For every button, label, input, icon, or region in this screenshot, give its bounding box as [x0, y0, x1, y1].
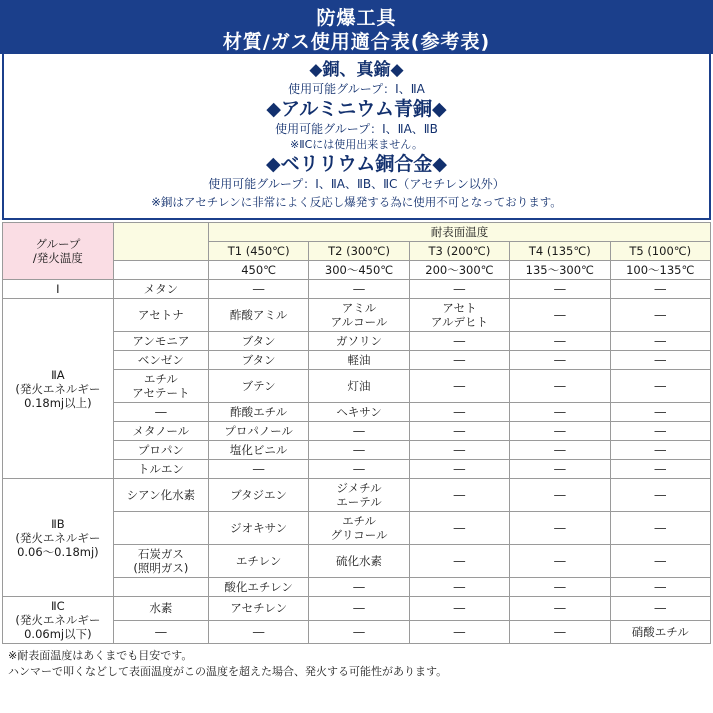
gas-temp-cell: ―	[409, 597, 509, 621]
gas-temp-cell: ―	[409, 545, 509, 578]
gas-temp-cell: ―	[510, 332, 610, 351]
gas-compatibility-table	[2, 222, 711, 644]
temp-column-header: T4 (135℃)	[510, 242, 610, 261]
temp-column-header: T5 (100℃)	[610, 242, 710, 261]
gas-temp-cell: ―	[409, 620, 509, 644]
gas-temp-cell: エチレン	[208, 545, 308, 578]
gas-temp-cell: ―	[610, 370, 710, 403]
gas-name-cell: プロパン	[113, 441, 208, 460]
gas-temp-cell: エチル グリコール	[309, 512, 409, 545]
gas-temp-cell: ―	[510, 370, 610, 403]
gas-temp-cell: ジメチル エーテル	[309, 479, 409, 512]
notice-group-note: ※ⅡCには使用出来ません。	[290, 138, 423, 151]
gas-temp-cell: ―	[409, 351, 509, 370]
gas-temp-cell: 灯油	[309, 370, 409, 403]
gas-temp-cell: ―	[610, 280, 710, 299]
gas-temp-cell: ―	[409, 578, 509, 597]
gas-temp-cell: ―	[510, 441, 610, 460]
gas-temp-cell: ―	[510, 351, 610, 370]
gas-temp-cell: ―	[610, 545, 710, 578]
gas-temp-cell: ―	[409, 332, 509, 351]
notice-group-sub: 使用可能グループ：Ⅰ、ⅡA、ⅡB、ⅡC（アセチレン以外）	[208, 177, 505, 191]
gas-temp-cell: ―	[409, 441, 509, 460]
gas-temp-cell: ―	[309, 280, 409, 299]
gas-temp-cell: ―	[610, 299, 710, 332]
gas-temp-cell: 硫化水素	[309, 545, 409, 578]
gas-temp-cell: ―	[610, 332, 710, 351]
gas-temp-cell: ―	[208, 460, 308, 479]
gas-temp-cell: ブタン	[208, 332, 308, 351]
table-row	[3, 479, 711, 512]
gas-name-cell	[113, 512, 208, 545]
gas-temp-cell: ガソリン	[309, 332, 409, 351]
gas-name-cell: ―	[113, 403, 208, 422]
group-label-cell: ⅡC (発火エネルギー 0.06mj以下)	[3, 597, 114, 644]
gas-temp-cell: ジオキサン	[208, 512, 308, 545]
notice-group-title: ◆銅、真鍮◆	[309, 60, 404, 80]
gas-temp-cell: ―	[409, 370, 509, 403]
group-label-cell: ⅡB (発火エネルギー 0.06〜0.18mj)	[3, 479, 114, 597]
gas-name-cell: トルエン	[113, 460, 208, 479]
gas-temp-cell: ―	[409, 512, 509, 545]
table-corner-header: グループ /発火温度	[3, 223, 114, 280]
table-row	[3, 597, 711, 621]
group-label-cell: ⅡA (発火エネルギー 0.18mj以上)	[3, 299, 114, 479]
gas-name-cell: メタン	[113, 280, 208, 299]
notice-group-0	[12, 60, 701, 97]
gas-temp-cell: アミル アルコール	[309, 299, 409, 332]
gas-temp-cell: アセチレン	[208, 597, 308, 621]
gas-temp-cell: アセト アルデヒト	[409, 299, 509, 332]
notice-group-sub: 使用可能グループ：Ⅰ、ⅡA	[288, 82, 425, 96]
gas-temp-cell: 軽油	[309, 351, 409, 370]
gas-temp-cell: 酸化エチレン	[208, 578, 308, 597]
gas-temp-cell: ―	[610, 422, 710, 441]
gas-temp-cell: ―	[610, 512, 710, 545]
group-label-cell: Ⅰ	[3, 280, 114, 299]
gas-temp-cell: ―	[208, 280, 308, 299]
gas-temp-cell: ヘキサン	[309, 403, 409, 422]
gas-temp-cell: ブタジエン	[208, 479, 308, 512]
gas-temp-cell: ―	[610, 441, 710, 460]
gas-temp-cell: ―	[510, 545, 610, 578]
gas-name-cell: エチル アセテート	[113, 370, 208, 403]
temp-value-cell: 300〜450℃	[309, 261, 409, 280]
gas-name-cell: 水素	[113, 597, 208, 621]
temp-value-cell: 100〜135℃	[610, 261, 710, 280]
temp-value-cell: 135〜300℃	[510, 261, 610, 280]
gas-temp-cell: ―	[309, 422, 409, 441]
temp-column-header: T3 (200℃)	[409, 242, 509, 261]
page-title-secondary: 材質/ガス使用適合表(参考表)	[222, 31, 491, 53]
gas-temp-cell: ブタン	[208, 351, 308, 370]
notice-group-1	[12, 97, 701, 152]
gas-temp-cell: ―	[409, 403, 509, 422]
gas-temp-cell: ―	[610, 460, 710, 479]
gas-temp-cell: ―	[610, 403, 710, 422]
gas-temp-cell: ―	[409, 479, 509, 512]
table-row	[3, 299, 711, 332]
gas-temp-cell: ―	[510, 479, 610, 512]
gas-name-cell: メタノール	[113, 422, 208, 441]
page-header	[0, 0, 713, 54]
temp-values-gas-blank	[113, 261, 208, 280]
gas-temp-cell: ―	[208, 620, 308, 644]
gas-name-cell: アセトナ	[113, 299, 208, 332]
gas-temp-cell: 酢酸エチル	[208, 403, 308, 422]
gas-temp-cell: ―	[409, 280, 509, 299]
gas-temp-cell: ―	[610, 597, 710, 621]
gas-temp-cell: 硝酸エチル	[610, 620, 710, 644]
gas-temp-cell: ―	[510, 512, 610, 545]
gas-temp-cell: ―	[610, 479, 710, 512]
gas-temp-cell: ―	[409, 460, 509, 479]
gas-temp-cell: ―	[510, 597, 610, 621]
temp-group-header: 耐表面温度	[208, 223, 710, 242]
table-header-row	[3, 223, 711, 242]
gas-temp-cell: ―	[309, 578, 409, 597]
gas-temp-cell: ―	[309, 460, 409, 479]
gas-temp-cell: ―	[309, 620, 409, 644]
gas-temp-cell: ―	[510, 299, 610, 332]
gas-temp-cell: ―	[309, 597, 409, 621]
temp-column-header: T2 (300℃)	[309, 242, 409, 261]
gas-name-cell: 石炭ガス (照明ガス)	[113, 545, 208, 578]
table-header-spacer	[113, 223, 208, 261]
gas-temp-cell: 酢酸アミル	[208, 299, 308, 332]
gas-name-cell: アンモニア	[113, 332, 208, 351]
gas-name-cell: ―	[113, 620, 208, 644]
notice-group-sub: 使用可能グループ：Ⅰ、ⅡA、ⅡB	[275, 122, 438, 136]
notice-warning: ※銅はアセチレンに非常によく反応し爆発する為に使用不可となっております。	[151, 195, 562, 209]
gas-temp-cell: ―	[510, 578, 610, 597]
footer-notes	[8, 648, 707, 680]
gas-temp-cell: プロパノール	[208, 422, 308, 441]
gas-name-cell: ベンゼン	[113, 351, 208, 370]
temp-value-cell: 200〜300℃	[409, 261, 509, 280]
gas-name-cell	[113, 578, 208, 597]
gas-temp-cell: ―	[510, 422, 610, 441]
notice-group-title: ◆アルミニウム青銅◆	[266, 98, 447, 120]
gas-temp-cell: ブテン	[208, 370, 308, 403]
temp-column-header: T1 (450℃)	[208, 242, 308, 261]
notice-group-2	[12, 152, 701, 192]
material-notice-box	[2, 54, 711, 220]
gas-temp-cell: ―	[510, 620, 610, 644]
gas-temp-cell: ―	[510, 460, 610, 479]
footer-note-1: ※耐表面温度はあくまでも目安です。	[8, 649, 193, 662]
gas-temp-cell: ―	[309, 441, 409, 460]
gas-temp-cell: ―	[409, 422, 509, 441]
gas-temp-cell: ―	[510, 403, 610, 422]
notice-group-title: ◆ベリリウム銅合金◆	[265, 153, 448, 175]
gas-temp-cell: 塩化ビニル	[208, 441, 308, 460]
gas-temp-cell: ―	[610, 351, 710, 370]
gas-temp-cell: ―	[510, 280, 610, 299]
gas-temp-cell: ―	[610, 578, 710, 597]
temp-value-cell: 450℃	[208, 261, 308, 280]
page-title-primary: 防爆工具	[316, 7, 397, 29]
table-row	[3, 280, 711, 299]
table-body	[3, 223, 711, 644]
footer-note-2: ハンマーで叩くなどして表面温度がこの温度を超えた場合、発火する可能性があります。	[8, 665, 448, 678]
gas-name-cell: シアン化水素	[113, 479, 208, 512]
